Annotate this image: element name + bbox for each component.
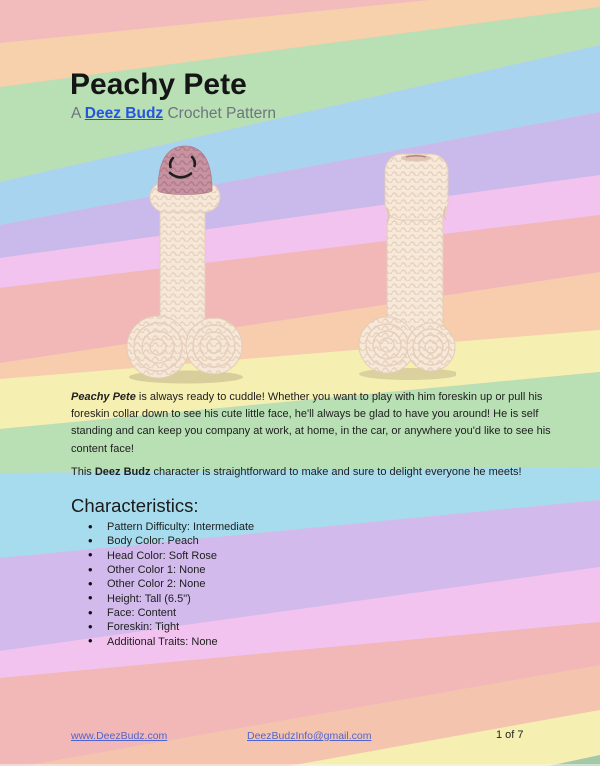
list-item: • Face: Content [88, 606, 254, 620]
list-item: • Additional Traits: None [88, 635, 254, 649]
brand-name: Deez Budz [94, 466, 151, 478]
list-item: • Height: Tall (6.5") [88, 592, 254, 606]
website-link[interactable]: www.DeezBudz.com [71, 730, 168, 742]
page-number: 1 of 7 [496, 729, 524, 741]
deez-budz-link[interactable]: Deez Budz [84, 105, 164, 122]
p2-prefix: This [71, 466, 95, 478]
list-item: • Head Color: Soft Rose [88, 549, 254, 563]
figure-foreskin-tube [385, 154, 448, 220]
characteristics-heading: Characteristics: [71, 495, 199, 516]
intro-text: is always ready to cuddle! Whether you want to play with him foreskin up or pull his foreskin collar down to see his cute little face, he'll always be glad to have you around! He is self standing and can keep you company at work, at home, in the car, or anywhere you'd like to see his content face! [71, 391, 551, 455]
list-item: • Body Color: Peach [88, 534, 254, 548]
crochet-figure-back-photo [356, 148, 456, 380]
subtitle [71, 104, 276, 123]
character-name: Peachy Pete [71, 391, 136, 403]
list-item: • Foreskin: Tight [88, 620, 254, 634]
intro-paragraph [71, 389, 553, 458]
p2-text: character is straightforward to make and sure to delight everyone he meets! [150, 466, 522, 478]
brand-paragraph [71, 464, 571, 481]
characteristics-list [88, 520, 254, 649]
crochet-figure-front-photo [126, 144, 246, 384]
figure-head [158, 146, 212, 195]
figure-back [359, 154, 456, 380]
subtitle-suffix: Crochet Pattern [163, 105, 277, 122]
list-item: • Other Color 2: None [88, 577, 254, 591]
figure-balls [359, 317, 455, 373]
subtitle-prefix: A [71, 105, 85, 122]
list-item: • Other Color 1: None [88, 563, 254, 577]
figure-front [127, 146, 243, 384]
email-link[interactable]: DeezBudzInfo@gmail.com [247, 730, 372, 742]
page-title: Peachy Pete [70, 68, 247, 101]
list-item: • Pattern Difficulty: Intermediate [88, 520, 254, 534]
